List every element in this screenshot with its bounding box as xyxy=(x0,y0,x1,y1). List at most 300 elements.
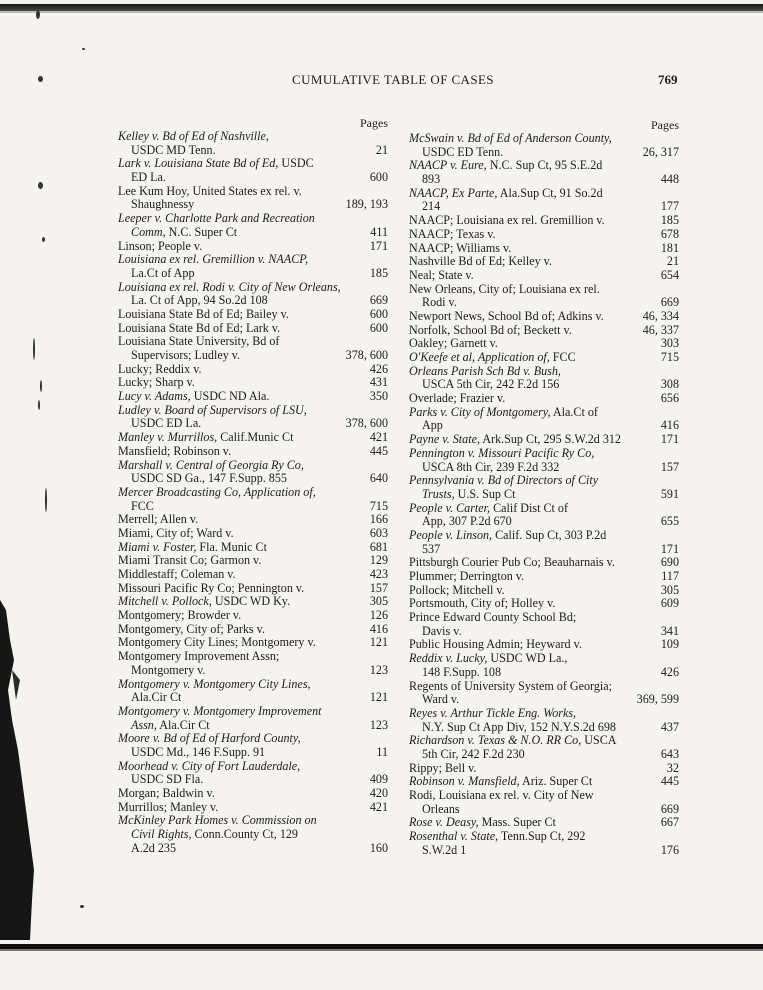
case-entry xyxy=(118,801,388,815)
page-reference: 667 xyxy=(660,815,679,830)
case-entry xyxy=(118,212,388,239)
case-name-text: Louisiana ex rel. Gremillion v. NAACP, xyxy=(118,252,309,267)
case-line xyxy=(409,789,679,803)
citation-text: Overlade; Frazier v. xyxy=(409,391,506,406)
case-line xyxy=(409,775,679,789)
page-reference: 189, 193 xyxy=(345,197,388,212)
case-continuation-line xyxy=(409,200,679,214)
case-line xyxy=(118,185,388,199)
page-reference: 11 xyxy=(376,744,388,759)
case-line xyxy=(409,324,679,338)
case-line xyxy=(118,376,388,390)
case-continuation-line xyxy=(118,691,388,705)
case-entry xyxy=(118,541,388,555)
page-reference: 181 xyxy=(660,240,679,255)
citation-text: La.Ct of App xyxy=(131,265,195,280)
citation-text: Lee Kum Hoy, United States ex rel. v. xyxy=(118,183,302,198)
case-line xyxy=(118,678,388,692)
page-reference: 654 xyxy=(660,267,679,282)
citation-text: Public Housing Admin; Heyward v. xyxy=(409,637,582,652)
case-continuation-line xyxy=(409,419,679,433)
case-line xyxy=(118,363,388,377)
pages-column-label: Pages xyxy=(651,118,679,132)
citation-text: U.S. Sup Ct xyxy=(454,486,516,501)
page-reference: 600 xyxy=(369,320,388,335)
case-name-text: Mitchell v. Pollock, xyxy=(118,594,212,609)
citation-text: Ala.Sup Ct, 91 So.2d xyxy=(497,185,603,200)
citation-text: Plummer; Derrington v. xyxy=(409,569,525,583)
case-line xyxy=(409,584,679,598)
citation-text: Linson; People v. xyxy=(118,238,203,253)
case-continuation-line xyxy=(118,417,388,431)
case-continuation-line xyxy=(409,378,679,392)
page-reference: 160 xyxy=(369,840,388,855)
page-reference: 715 xyxy=(660,350,679,364)
citation-text: 214 xyxy=(422,199,441,214)
case-entry xyxy=(118,459,388,486)
case-line xyxy=(118,814,388,828)
page-reference: 303 xyxy=(660,336,679,351)
page-reference: 117 xyxy=(661,569,679,583)
case-entry xyxy=(409,789,679,816)
case-continuation-line xyxy=(118,500,388,514)
citation-text: Murrillos; Manley v. xyxy=(118,799,219,814)
case-line xyxy=(409,447,679,461)
case-line xyxy=(409,638,679,652)
case-entry xyxy=(409,351,679,365)
page-reference: 678 xyxy=(660,226,679,241)
page-reference: 177 xyxy=(660,199,679,214)
case-line xyxy=(118,281,388,295)
page-reference: 171 xyxy=(660,541,679,556)
case-name-text: Mercer Broadcasting Co, Application of, xyxy=(118,484,316,499)
case-name-text: Manley v. Murrillos, xyxy=(118,430,218,445)
citation-text: USDC xyxy=(278,156,314,171)
case-line xyxy=(409,351,679,365)
case-name-text: Marshall v. Central of Georgia Ry Co, xyxy=(118,457,304,472)
case-entry xyxy=(409,269,679,283)
case-line xyxy=(118,541,388,555)
case-name-text: Ludley v. Board of Supervisors of LSU, xyxy=(118,402,307,417)
page-reference: 426 xyxy=(660,664,679,679)
citation-text: Supervisors; Ludley v. xyxy=(131,348,241,362)
case-continuation-line xyxy=(118,349,388,363)
case-line xyxy=(409,611,679,625)
citation-text: Ala.Ct of xyxy=(550,404,598,419)
case-line xyxy=(118,650,388,664)
case-entry xyxy=(118,240,388,254)
case-continuation-line xyxy=(118,842,388,856)
citation-text: USDC ED La. xyxy=(131,416,202,431)
case-entry xyxy=(118,376,388,390)
citation-text: USDC SD Ga., 147 F.Supp. 855 xyxy=(131,471,287,486)
case-name-text: Trusts, xyxy=(422,486,455,501)
case-line xyxy=(118,568,388,582)
case-line xyxy=(118,157,388,171)
case-line xyxy=(409,365,679,379)
case-line xyxy=(409,652,679,666)
page-reference: 157 xyxy=(369,580,388,595)
case-name-text: Miami v. Foster, xyxy=(118,539,197,554)
page-reference: 378, 600 xyxy=(345,348,388,362)
case-line xyxy=(118,582,388,596)
case-entry xyxy=(118,650,388,677)
page-reference: 171 xyxy=(369,238,388,253)
citation-text: NAACP; Williams v. xyxy=(409,240,512,255)
case-continuation-line xyxy=(118,472,388,486)
case-line xyxy=(118,609,388,623)
case-name-text: McKinley Park Homes v. Commission on xyxy=(118,813,317,828)
case-name-text: Moore v. Bd of Ed of Harford County, xyxy=(118,731,301,746)
page-reference: 123 xyxy=(369,717,388,732)
case-entry xyxy=(409,433,679,447)
citation-text: Louisiana State Bd of Ed; Lark v. xyxy=(118,320,281,335)
citation-text: ED La. xyxy=(131,170,166,185)
page-reference: 431 xyxy=(369,375,388,390)
page-reference: 109 xyxy=(660,637,679,652)
page-reference: 46, 337 xyxy=(642,322,679,337)
citation-text: Miami, City of; Ward v. xyxy=(118,525,234,540)
case-name-text: Pennsylvania v. Bd of Directors of City xyxy=(409,473,599,488)
case-name-text: Assn, xyxy=(131,717,157,732)
page-reference: 591 xyxy=(660,486,679,501)
case-line xyxy=(409,283,679,297)
citation-text: Oakley; Garnett v. xyxy=(409,336,498,351)
case-line xyxy=(409,406,679,420)
case-entry xyxy=(409,556,679,570)
page-reference: 121 xyxy=(369,635,388,650)
citation-text: Pittsburgh Courier Pub Co; Beauharnais v. xyxy=(409,555,615,570)
page-reference: 157 xyxy=(660,459,679,474)
page-number: 769 xyxy=(658,72,678,87)
right-column xyxy=(409,118,679,857)
citation-text: Miami Transit Co; Garmon v. xyxy=(118,553,262,568)
case-line xyxy=(409,159,679,173)
citation-text: S.W.2d 1 xyxy=(422,842,467,857)
citation-text: La. Ct of App, 94 So.2d 108 xyxy=(131,293,268,308)
citation-text: Ariz. Super Ct xyxy=(519,774,593,789)
case-line xyxy=(409,132,679,146)
case-line xyxy=(409,707,679,721)
case-line xyxy=(409,502,679,516)
case-continuation-line xyxy=(118,294,388,308)
case-line xyxy=(118,527,388,541)
citation-text: Rippy; Bell v. xyxy=(409,760,477,775)
case-continuation-line xyxy=(409,693,679,707)
page-reference: 421 xyxy=(369,430,388,445)
case-entry xyxy=(409,242,679,256)
page-reference: 378, 600 xyxy=(345,416,388,431)
case-entry xyxy=(118,609,388,623)
page-reference: 409 xyxy=(369,772,388,787)
case-line xyxy=(118,390,388,404)
case-continuation-line xyxy=(118,773,388,787)
page-reference: 448 xyxy=(660,172,679,187)
case-entry xyxy=(409,392,679,406)
citation-text: New Orleans, City of; Louisiana ex rel. xyxy=(409,281,600,296)
citation-text: Neal; State v. xyxy=(409,267,474,282)
case-line xyxy=(409,556,679,570)
case-name-text: Kelley v. Bd of Ed of Nashville, xyxy=(118,129,269,143)
page-reference: 26, 317 xyxy=(642,144,679,159)
case-entry xyxy=(409,502,679,529)
case-line xyxy=(118,308,388,322)
page-reference: 426 xyxy=(369,361,388,376)
citation-text: Ala.Cir Ct xyxy=(131,690,182,705)
page-reference: 121 xyxy=(369,690,388,705)
case-continuation-line xyxy=(118,664,388,678)
case-entry xyxy=(409,255,679,269)
case-line xyxy=(118,760,388,774)
citation-text: A.2d 235 xyxy=(131,840,177,855)
case-continuation-line xyxy=(118,226,388,240)
case-entry xyxy=(409,597,679,611)
case-line xyxy=(409,734,679,748)
citation-text: Orleans xyxy=(422,801,460,816)
citation-text: USDC ND Ala. xyxy=(190,389,270,404)
case-name-text: Parks v. City of Montgomery, xyxy=(409,404,551,419)
citation-text: Montgomery v. xyxy=(131,662,206,677)
page-header xyxy=(0,72,763,88)
case-line xyxy=(409,816,679,830)
case-continuation-line xyxy=(409,748,679,762)
page-reference: 46, 334 xyxy=(642,308,679,323)
case-name-text: Civil Rights, xyxy=(131,827,192,842)
case-line xyxy=(409,228,679,242)
case-continuation-line xyxy=(409,173,679,187)
case-entry xyxy=(409,652,679,679)
citation-text: Ark.Sup Ct, 295 S.W.2d 312 xyxy=(479,432,621,447)
case-entry xyxy=(409,734,679,761)
case-name-text: O'Keefe et al, Application of, xyxy=(409,350,550,364)
page-reference: 603 xyxy=(369,525,388,540)
page-reference: 655 xyxy=(660,514,679,529)
case-name-text: NAACP v. Eure, xyxy=(409,158,487,173)
case-line xyxy=(118,459,388,473)
citation-text: N.Y. Sup Ct App Div, 152 N.Y.S.2d 698 xyxy=(422,719,616,734)
citation-text: USDC WD La., xyxy=(487,651,568,666)
citation-text: Calif. Sup Ct, 303 P.2d xyxy=(492,527,607,542)
scan-top-edge-highlight xyxy=(0,11,763,13)
case-entry xyxy=(409,638,679,652)
page-reference: 690 xyxy=(660,555,679,570)
citation-text: Montgomery City Lines; Montgomery v. xyxy=(118,635,316,650)
citation-text: App xyxy=(422,418,443,433)
case-line xyxy=(409,255,679,269)
case-entry xyxy=(118,445,388,459)
citation-text: Regents of University System of Georgia; xyxy=(409,678,612,693)
case-line xyxy=(118,554,388,568)
case-line xyxy=(118,404,388,418)
page-reference: 600 xyxy=(369,306,388,321)
case-line xyxy=(409,187,679,201)
case-continuation-line xyxy=(118,144,388,158)
page-reference: 445 xyxy=(660,774,679,789)
citation-text: USDC WD Ky. xyxy=(211,594,291,609)
case-entry xyxy=(409,762,679,776)
case-entry xyxy=(409,830,679,857)
citation-text: Ward v. xyxy=(422,692,460,707)
case-name-text: Richardson v. Texas & N.O. RR Co, xyxy=(409,733,582,748)
page-reference: 171 xyxy=(660,432,679,447)
case-entry xyxy=(118,335,388,362)
case-entry xyxy=(409,283,679,310)
scan-binding-shadow xyxy=(0,600,34,940)
case-entry xyxy=(118,595,388,609)
citation-text: Rodi, Louisiana ex rel. v. City of New xyxy=(409,788,594,802)
page-reference: 421 xyxy=(369,799,388,814)
case-entry xyxy=(118,527,388,541)
case-line xyxy=(409,474,679,488)
page-reference: 176 xyxy=(660,842,679,857)
citation-text: Nashville Bd of Ed; Kelley v. xyxy=(409,254,552,269)
page-reference: 445 xyxy=(369,443,388,458)
case-line xyxy=(409,762,679,776)
page-reference: 21 xyxy=(666,254,679,269)
case-line xyxy=(118,801,388,815)
page-reference: 185 xyxy=(660,213,679,228)
case-entry xyxy=(118,185,388,212)
citation-text: Lucky; Reddix v. xyxy=(118,361,202,376)
citation-text: Montgomery; Browder v. xyxy=(118,608,242,623)
citation-text: Newport News, School Bd of; Adkins v. xyxy=(409,308,604,323)
case-entry xyxy=(409,365,679,392)
citation-text: Conn.County Ct, 129 xyxy=(191,827,298,842)
citation-text: Prince Edward County School Bd; xyxy=(409,610,577,625)
citation-text: Montgomery, City of; Parks v. xyxy=(118,621,265,636)
case-name-text: Payne v. State, xyxy=(409,432,480,447)
page-reference: 715 xyxy=(369,498,388,513)
citation-text: NAACP; Louisiana ex rel. Gremillion v. xyxy=(409,213,605,228)
page-reference: 129 xyxy=(369,553,388,568)
case-entry xyxy=(118,678,388,705)
citation-text: Tenn.Sup Ct, 292 xyxy=(498,829,586,844)
citation-text: NAACP; Texas v. xyxy=(409,226,496,241)
case-entry xyxy=(118,636,388,650)
case-name-text: Louisiana ex rel. Rodi v. City of New Orleans, xyxy=(118,279,341,294)
case-line xyxy=(409,680,679,694)
case-line xyxy=(118,322,388,336)
page-reference: 423 xyxy=(369,567,388,581)
case-entry xyxy=(118,130,388,157)
page-reference: 416 xyxy=(660,418,679,433)
case-entry xyxy=(409,310,679,324)
case-entry xyxy=(118,486,388,513)
citation-text: 893 xyxy=(422,172,441,187)
case-line xyxy=(118,636,388,650)
citation-text: USDC SD Fla. xyxy=(131,772,204,787)
case-name-text: Moorhead v. City of Fort Lauderdale, xyxy=(118,758,301,773)
citation-text: Lucky; Sharp v. xyxy=(118,375,195,390)
case-entry xyxy=(118,705,388,732)
case-line xyxy=(409,214,679,228)
citation-text: Middlestaff; Coleman v. xyxy=(118,567,236,581)
case-line xyxy=(409,337,679,351)
citation-text: FCC xyxy=(549,350,576,364)
scan-bottom-edge-shadow xyxy=(0,949,763,951)
case-entry xyxy=(409,474,679,501)
case-name-text: Montgomery v. Montgomery Improvement xyxy=(118,703,322,718)
page-reference: 411 xyxy=(370,224,388,239)
case-entry xyxy=(409,775,679,789)
case-entry xyxy=(409,324,679,338)
case-name-text: Rose v. Deasy, xyxy=(409,815,479,830)
case-entry xyxy=(409,680,679,707)
case-line xyxy=(409,242,679,256)
case-name-text: Reyes v. Arthur Tickle Eng. Works, xyxy=(409,705,577,720)
case-entry xyxy=(118,732,388,759)
citation-text: Mass. Super Ct xyxy=(478,815,556,830)
case-line xyxy=(118,130,388,144)
page-reference: 600 xyxy=(369,170,388,185)
case-name-text: Lark v. Louisiana State Bd of Ed, xyxy=(118,156,279,171)
case-entry xyxy=(409,132,679,159)
case-entry xyxy=(409,159,679,186)
page-reference: 416 xyxy=(369,621,388,636)
case-line xyxy=(118,513,388,527)
case-line xyxy=(409,269,679,283)
citation-text: USDC ED Tenn. xyxy=(422,144,504,159)
citation-text: Portsmouth, City of; Holley v. xyxy=(409,596,556,611)
citation-text: Mansfield; Robinson v. xyxy=(118,443,232,458)
case-entry xyxy=(118,253,388,280)
citation-text: USCA xyxy=(581,733,617,748)
page-reference: 166 xyxy=(369,512,388,527)
case-entry xyxy=(409,447,679,474)
case-entry xyxy=(118,787,388,801)
case-continuation-line xyxy=(409,625,679,639)
case-entry xyxy=(118,582,388,596)
case-name-text: Reddix v. Lucky, xyxy=(409,651,488,666)
case-line xyxy=(118,595,388,609)
citation-text: Pollock; Mitchell v. xyxy=(409,582,505,597)
case-name-text: Orleans Parish Sch Bd v. Bush, xyxy=(409,363,561,378)
citation-text: 537 xyxy=(422,541,441,556)
case-name-text: Pennington v. Missouri Pacific Ry Co, xyxy=(409,445,595,460)
case-name-text: NAACP, Ex Parte, xyxy=(409,185,498,200)
citation-text: 148 F.Supp. 108 xyxy=(422,664,501,679)
case-line xyxy=(118,445,388,459)
case-entry xyxy=(409,529,679,556)
case-continuation-line xyxy=(409,803,679,817)
case-entry xyxy=(118,157,388,184)
case-entry xyxy=(118,404,388,431)
case-line xyxy=(409,597,679,611)
case-line xyxy=(118,705,388,719)
citation-text: Norfolk, School Bd of; Beckett v. xyxy=(409,322,572,337)
pages-column-label: Pages xyxy=(360,116,388,130)
case-entry xyxy=(118,363,388,377)
citation-text: Shaughnessy xyxy=(131,197,195,212)
case-continuation-line xyxy=(118,267,388,281)
case-continuation-line xyxy=(409,721,679,735)
citation-text: Davis v. xyxy=(422,623,462,638)
citation-text: Merrell; Allen v. xyxy=(118,512,199,527)
case-line xyxy=(118,787,388,801)
citation-text: FCC xyxy=(131,498,154,513)
citation-text: App, 307 P.2d 670 xyxy=(422,514,512,529)
case-name-text: People v. Carter, xyxy=(409,500,491,515)
case-name-text: Robinson v. Mansfield, xyxy=(409,774,520,789)
citation-text: USDC Md., 146 F.Supp. 91 xyxy=(131,744,266,759)
case-entry xyxy=(409,337,679,351)
case-line xyxy=(409,570,679,584)
case-continuation-line xyxy=(118,719,388,733)
case-name-text: Leeper v. Charlotte Park and Recreation xyxy=(118,211,315,226)
citation-text: Louisiana State University, Bd of xyxy=(118,334,280,349)
citation-text: USCA 5th Cir, 242 F.2d 156 xyxy=(422,377,560,392)
case-entry xyxy=(409,228,679,242)
